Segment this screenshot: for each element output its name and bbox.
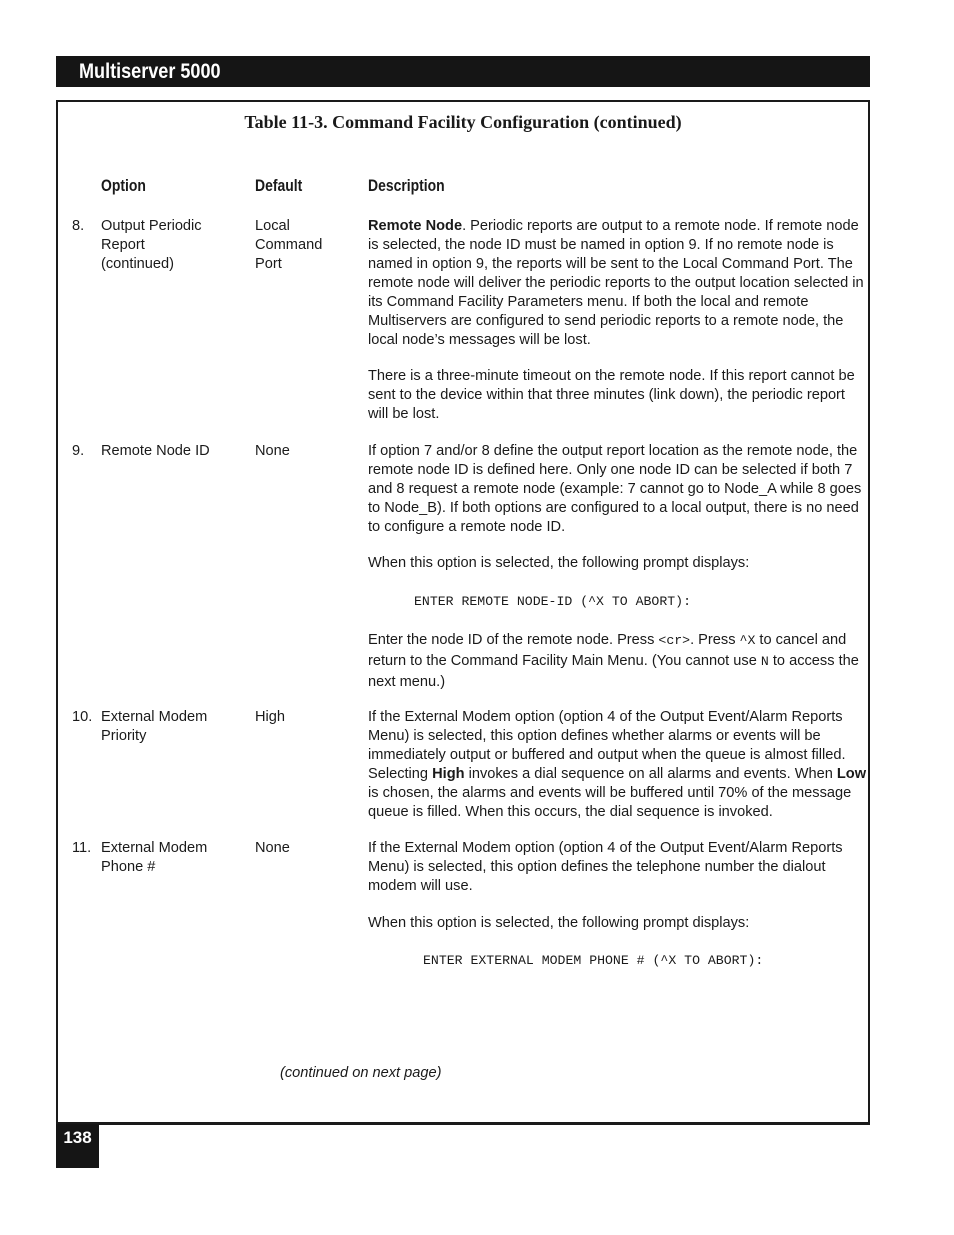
code-text: <cr> [658, 633, 691, 648]
column-header-default: Default [255, 176, 303, 195]
row-option [101, 217, 251, 274]
bottom-rule [56, 1124, 870, 1125]
row-default [255, 217, 360, 274]
row-description-p1 [368, 708, 868, 822]
row-option [101, 839, 251, 877]
row-number: 8. [72, 218, 85, 234]
option-line: Output Periodic [101, 218, 202, 234]
description-text: is chosen, the alarms and events will be buffered until 70% of the message queue is filled. When this occurs, the dial sequence is invoked. [368, 785, 852, 820]
code-text: N [760, 654, 769, 669]
row-default: None [255, 443, 290, 459]
row-description-p1: If the External Modem option (option 4 of the Output Event/Alarm Reports Menu) is selected, this option defines the telephone number the dialout modem will use. [368, 840, 843, 894]
row-option [101, 708, 251, 746]
row-option: Remote Node ID [101, 443, 210, 459]
default-line: Local [255, 218, 290, 234]
description-text: to cancel and return to the Command Facility Main Menu. (You cannot use [368, 632, 847, 669]
row-description-p3 [368, 630, 868, 692]
row-default: None [255, 840, 290, 856]
running-header-title: Multiserver 5000 [79, 60, 221, 83]
row-number: 9. [72, 443, 85, 459]
default-line: Command [255, 237, 323, 253]
row-description-p2: There is a three-minute timeout on the remote node. If this report cannot be sent to the device within that three minutes (link down), the periodic report will be lost. [368, 368, 855, 422]
table-title: Table 11-3. Command Facility Configuration (continued) [244, 112, 682, 132]
prompt-text: ENTER REMOTE NODE-ID (^X TO ABORT): [414, 594, 691, 609]
description-text: . Press [690, 632, 740, 648]
option-line: External Modem [101, 709, 208, 725]
continued-note: (continued on next page) [280, 1065, 442, 1081]
description-text: If the External Modem option (option 4 of the Output Event/Alarm Reports Menu) is selected, this option defines whether alarms or events will be immediately output or buffered and output when the queue is almost filled. Selecting [368, 709, 846, 782]
option-line: Phone # [101, 859, 156, 875]
description-text: . Periodic reports are output to a remote node. If remote node is selected, the node ID must be named in option 9. If no remote node is named in option 9, the reports will be sent to the Local Command Port. The remote node will deliver the periodic reports to the output location selected in its Command Facility Parameters menu. If both the local and remote Multiservers are configured to send periodic reports to a remote node, the local node’s messages will be lost. [368, 218, 864, 348]
description-text: invokes a dial sequence on all alarms and events. When [464, 766, 837, 782]
row-description-p1: If option 7 and/or 8 define the output report location as the remote node, the remote node ID is defined here. Only one node ID can be selected if both 7 and 8 request a remote node (example: 7 cannot go to Node_A while 8 goes to Node_B). If both options are configured to a local output, there is no need to configure a remote node ID. [368, 443, 862, 535]
bold-term: High [432, 766, 465, 782]
default-line: Port [255, 256, 282, 272]
row-description-p1 [368, 217, 868, 350]
row-description-p2: When this option is selected, the following prompt displays: [368, 555, 750, 571]
row-description-p2: When this option is selected, the following prompt displays: [368, 915, 750, 931]
code-text: ^X [739, 633, 756, 648]
row-default: High [255, 709, 286, 725]
option-line: (continued) [101, 256, 175, 272]
column-header-description: Description [368, 176, 445, 195]
page-number: 138 [56, 1124, 99, 1168]
row-number: 11. [72, 840, 92, 856]
prompt-text: ENTER EXTERNAL MODEM PHONE # (^X TO ABORT): [423, 953, 764, 968]
description-text: to access the next menu.) [368, 653, 859, 690]
row-number: 10. [72, 709, 93, 725]
description-text: Enter the node ID of the remote node. Press [368, 632, 659, 648]
bold-term: Remote Node [368, 218, 463, 234]
option-line: External Modem [101, 840, 208, 856]
bold-term: Low [836, 766, 867, 782]
column-header-option: Option [101, 176, 146, 195]
option-line: Priority [101, 728, 147, 744]
option-line: Report [101, 237, 145, 253]
running-header [56, 56, 870, 87]
